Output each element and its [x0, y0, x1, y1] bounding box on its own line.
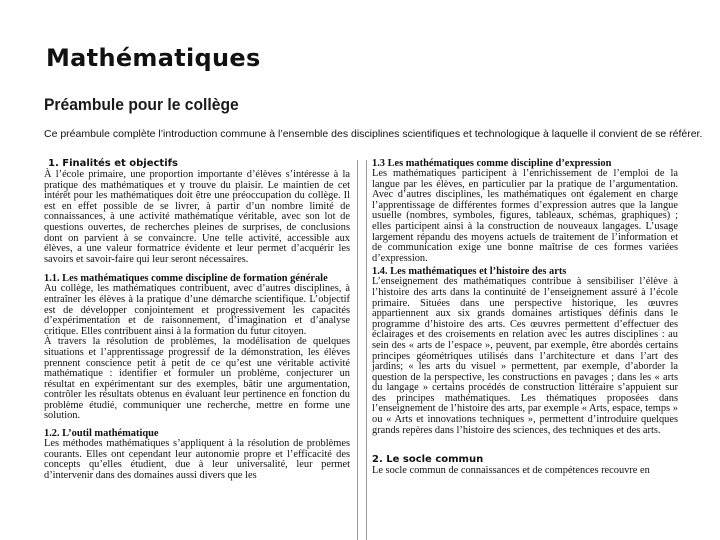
column-divider — [366, 160, 367, 540]
section-1-heading: 1. Finalités et objectifs — [48, 158, 178, 169]
section-1-2-heading: 1.2. L’outil mathématique — [44, 428, 159, 440]
section-1-2-text: Les méthodes mathématiques s’appliquent à la résolution de problèmes courants. Elles ont cependant leur autonomie propre et l’efficacité des concepts qu’elles étudient, due à leur universalité, leur permet d’intervenir dans des domaines aussi divers que les — [44, 438, 350, 481]
intro-paragraph: Ce préambule complète l’introduction commune à l’ensemble des disciplines scientifiques et technologique à laquelle il convient de se référer. — [44, 128, 703, 140]
section-1-3-heading: 1.3 Les mathématiques comme discipline d’expression — [372, 158, 612, 169]
right-column — [372, 158, 678, 477]
section-1-4-heading: 1.4. Les mathématiques et l’histoire des arts — [372, 266, 567, 278]
section-2-heading: 2. Le socle commun — [372, 454, 484, 466]
section-1-text: À l’école primaire, une proportion importante d’élèves s’intéresse à la pratique des mathématiques et y trouve du plaisir. Le maintien de cet intérêt pour les mathématiques doit être une préoccupation du collège. Il est en effet possible de se livrer, à partir d’un nombre limité de connaissances, à une activité mathématique véritable, avec son lot de questions ouvertes, de recherches pleines de surprises, de conclusions dont on parvient à se convaincre. Une telle activité, accessible aux élèves, a une valeur formatrice évidente et leur permet d’acquérir les savoirs et savoir-faire qui leur seront nécessaires. — [44, 169, 350, 265]
section-1-4-text: L’enseignement des mathématiques contribue à sensibiliser l’élève à l’histoire des arts dans la continuité de l’enseignement assuré à l’école primaire. Situées dans une perspective historique, les œuvres appartiennent aux six grands domaines artistiques définis dans le programme d’histoire des arts. Ces œuvres permettent d’effectuer des éclairages et des croisements en relation avec les autres disciplines : au sein des « arts de l’espace », peuvent, par exemple, être abordés certains principes géométriques utilisés dans l’architecture et dans l’art des jardins; « les arts du visuel » permettent, par exemple, d’aborder la question de la perspective, les constructions en pavages ; dans les « arts du langage » certains procédés de construction littéraire s’appuient sur des principes mathématiques. Les thématiques proposées dans l’enseignement de l’histoire des arts, par exemple « Arts, espace, temps » ou « Arts et innovations techniques », permettent d’introduire quelques grands repères dans l’histoire des sciences, des techniques et des arts. — [372, 276, 678, 436]
left-column — [44, 158, 350, 481]
section-1-3-text: Les mathématiques participent à l’enrichissement de l’emploi de la langue par les élèves, en particulier par la pratique de l’argumentation. Avec d’autres disciplines, les mathématiques ont également en charge l’apprentissage de différentes formes d’expression autres que la langue usuelle (nombres, symboles, figures, tableaux, schémas, graphiques) ; elles participent ainsi à la construction de nouveaux langages. L’usage largement répandu des moyens actuels de traitement de l’information et de communication exige une bonne maîtrise de ces formes variées d’expression. — [372, 168, 678, 264]
column-divider — [357, 160, 358, 540]
document-subtitle: Préambule pour le collège — [44, 95, 239, 114]
section-2-text: Le socle commun de connaissances et de compétences recouvre en — [372, 465, 650, 477]
section-1-1-heading: 1.1. Les mathématiques comme discipline de formation générale — [44, 273, 328, 285]
document-title: Mathématiques — [46, 44, 261, 72]
section-1-1-text-a: Au collège, les mathématiques contribuent, avec d’autres disciplines, à entraîner les élèves à la pratique d’une démarche scientifique. L’objectif est de développer conjointement et progressivement les capacités d’expérimentation et de raisonnement, d’imagination et d’analyse critique. Elles contribuent ainsi à la formation du futur citoyen. — [44, 283, 350, 337]
section-1-1-text-b: À travers la résolution de problèmes, la modélisation de quelques situations et l’apprentissage progressif de la démonstration, les élèves prennent conscience petit à petit de ce qu’est une véritable activité mathématique : identifier et formuler un problème, conjecturer un résultat en expérimentant sur des exemples, bâtir une argumentation, contrôler les résultats obtenus en évaluant leur pertinence en fonction du problème étudié, communiquer une recherche, mettre en forme une solution. — [44, 336, 350, 422]
